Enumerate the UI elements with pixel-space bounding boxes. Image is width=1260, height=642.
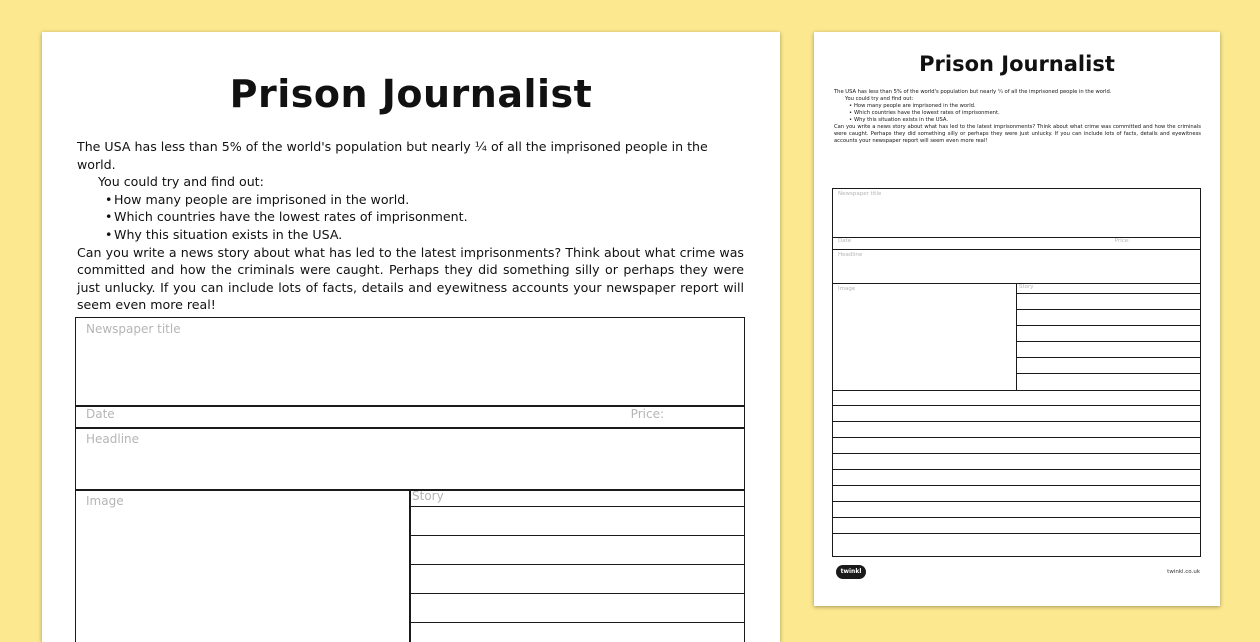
newspaper-title-box [75, 317, 745, 407]
bullet-item: • How many people are imprisoned in the world. [77, 191, 744, 209]
intro-prompt: You could try and find out: [98, 174, 264, 190]
writing-line [1017, 309, 1200, 310]
worksheet-preview-small [814, 32, 1220, 606]
intro-paragraph: Can you write a news story about what has led to the latest imprisonments? Think about what crime was committed and how the criminals were caught. Perhaps they did something silly or perhaps they were just unlucky. If you can include lots of facts, details and eyewitness accounts your newspaper report will seem even more real! [77, 244, 744, 313]
bullet-item: • Which countries have the lowest rates of imprisonment. [834, 110, 1201, 117]
newspaper-title-label: Newspaper title [838, 191, 882, 197]
worksheet-title: Prison Journalist [919, 52, 1115, 76]
instructions [77, 138, 744, 314]
image-label: Image [86, 494, 124, 508]
image-box [75, 489, 411, 642]
story-box [409, 489, 745, 642]
writing-line [410, 535, 744, 536]
writing-line [1017, 325, 1200, 326]
worksheet-preview-large [42, 32, 780, 642]
bullet-item: • How many people are imprisoned in the world. [834, 103, 1201, 110]
writing-line [833, 453, 1200, 454]
bullet-item: • Why this situation exists in the USA. [77, 226, 744, 244]
bullet-item: • Which countries have the lowest rates of imprisonment. [77, 208, 744, 226]
writing-line [833, 437, 1200, 438]
footer-url: twinkl.co.uk [1167, 569, 1200, 575]
writing-line [1017, 293, 1200, 294]
writing-line [410, 593, 744, 594]
story-label: Story [1019, 284, 1034, 290]
intro-prompt: You could try and find out: [845, 96, 914, 102]
headline-box [75, 427, 745, 491]
writing-line [833, 421, 1200, 422]
newspaper-title-label: Newspaper title [86, 322, 181, 336]
price-label: Price: [1114, 238, 1130, 244]
date-price-box [75, 405, 745, 429]
intro-line: The USA has less than 5% of the world's population but nearly ¼ of all the imprisoned people in the world. [77, 139, 708, 172]
worksheet-title: Prison Journalist [229, 72, 593, 116]
story-continuation-box [832, 390, 1201, 557]
twinkl-logo: twinkl [836, 565, 866, 579]
instructions [834, 89, 1201, 145]
date-label: Date [86, 407, 115, 421]
newspaper-template [75, 317, 745, 642]
writing-line [833, 533, 1200, 534]
headline-box [832, 249, 1201, 284]
writing-line [1017, 373, 1200, 374]
intro-paragraph: Can you write a news story about what has led to the latest imprisonments? Think about what crime was committed and how the criminals were caught. Perhaps they did something silly or perhaps they were just unlucky. If you can include lots of facts, details and eyewitness accounts your newspaper report will seem even more real! [834, 124, 1201, 144]
writing-line [410, 564, 744, 565]
price-label: Price: [630, 407, 664, 421]
writing-line [410, 506, 744, 507]
image-label: Image [838, 286, 856, 292]
writing-line [833, 501, 1200, 502]
writing-line [410, 622, 744, 623]
intro-line: The USA has less than 5% of the world's population but nearly ¼ of all the imprisoned people in the world. [834, 89, 1112, 95]
writing-line [833, 517, 1200, 518]
image-box [832, 283, 1017, 391]
headline-label: Headline [86, 432, 140, 446]
bullet-item: • Why this situation exists in the USA. [834, 117, 1201, 124]
writing-line [1017, 341, 1200, 342]
story-box [1016, 283, 1201, 391]
writing-line [833, 485, 1200, 486]
writing-line [1017, 357, 1200, 358]
date-label: Date [838, 238, 852, 244]
writing-line [833, 469, 1200, 470]
writing-line [833, 405, 1200, 406]
newspaper-title-box [832, 188, 1201, 238]
newspaper-template [832, 188, 1201, 558]
headline-label: Headline [838, 252, 863, 258]
story-label: Story [412, 489, 444, 503]
